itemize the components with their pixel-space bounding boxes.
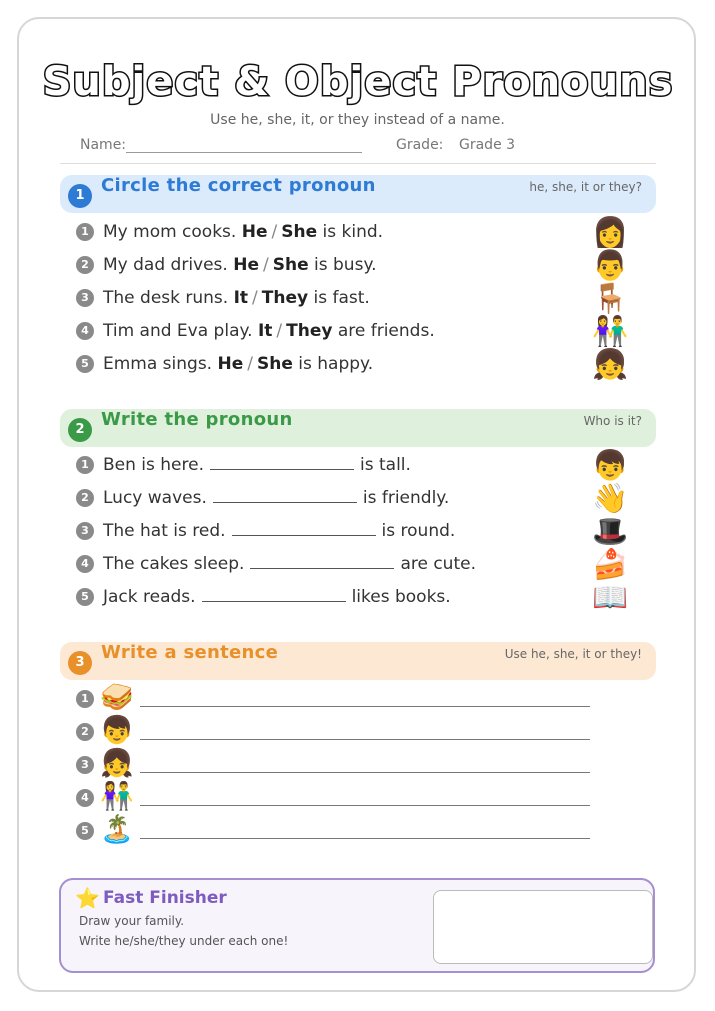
- fast-finisher-line-1: Draw your family.: [79, 914, 185, 928]
- list-item: [76, 251, 596, 279]
- writing-line[interactable]: [140, 739, 590, 740]
- item-number: 5: [76, 355, 94, 373]
- list-item: [76, 218, 596, 246]
- section-3-header: [60, 642, 656, 680]
- boy-icon: 👦: [100, 715, 134, 746]
- answer-blank[interactable]: [232, 517, 376, 536]
- name-label: Name:: [80, 137, 127, 153]
- slash-separator: /: [271, 222, 278, 242]
- fast-finisher-line-2: Write he/she/they under each one!: [79, 934, 289, 948]
- item-number: 2: [76, 723, 94, 741]
- cake-icon: 🍰: [592, 547, 629, 581]
- sentence-end: is busy.: [314, 255, 377, 275]
- pronoun-option-2[interactable]: They: [261, 288, 309, 308]
- item-number: 4: [76, 322, 94, 340]
- item-sentence: [103, 484, 449, 512]
- sentence-end: is tall.: [360, 455, 411, 475]
- item-number: 4: [76, 555, 94, 573]
- pronoun-option-1[interactable]: It: [233, 288, 249, 308]
- pronoun-option-1[interactable]: He: [241, 222, 268, 242]
- section-2-hint: Who is it?: [583, 414, 642, 428]
- writing-line[interactable]: [140, 772, 590, 773]
- item-sentence: [103, 451, 411, 479]
- name-field[interactable]: [126, 152, 362, 153]
- writing-line[interactable]: [140, 706, 590, 707]
- fast-finisher-box: [59, 878, 655, 973]
- boy-icon: 👦: [592, 448, 629, 482]
- sentence-start: Tim and Eva play.: [103, 321, 253, 341]
- list-item: [76, 284, 596, 312]
- item-number: 5: [76, 822, 94, 840]
- list-item: [76, 317, 596, 345]
- pronoun-option-1[interactable]: He: [233, 255, 259, 275]
- instructions: Use he, she, it, or they instead of a name.: [210, 112, 505, 128]
- sentence-start: Emma sings.: [103, 354, 213, 374]
- item-number: 3: [76, 756, 94, 774]
- sentence-end: is kind.: [322, 222, 384, 242]
- answer-blank[interactable]: [210, 451, 354, 470]
- sentence-start: Ben is here.: [103, 455, 204, 475]
- girl-icon: 👧: [592, 347, 629, 381]
- slash-separator: /: [247, 354, 253, 374]
- list-item: [76, 517, 576, 545]
- sentence-end: likes books.: [351, 587, 451, 607]
- grade-label: Grade:: [396, 137, 444, 153]
- item-number: 2: [76, 489, 94, 507]
- book-icon: 📖: [592, 580, 629, 614]
- page-title: [0, 45, 715, 115]
- sentence-start: The cakes sleep.: [103, 554, 245, 574]
- item-sentence: [103, 251, 376, 279]
- couple-icon: 👫: [100, 781, 134, 812]
- sentence-start: My dad drives.: [103, 255, 228, 275]
- sentence-end: are friends.: [337, 321, 435, 341]
- sentence-end: is happy.: [298, 354, 374, 374]
- pronoun-option-2[interactable]: She: [281, 222, 318, 242]
- pronoun-option-2[interactable]: She: [257, 354, 293, 374]
- section-1-title: Circle the correct pronoun: [101, 175, 376, 196]
- list-item: [76, 350, 596, 378]
- section-3-number: 3: [68, 651, 92, 675]
- section-3-title: Write a sentence: [101, 642, 279, 663]
- sentence-start: Lucy waves.: [103, 488, 207, 508]
- star-icon: ⭐: [75, 886, 100, 910]
- section-1-hint: he, she, it or they?: [529, 180, 642, 194]
- section-2-title: Write the pronoun: [101, 409, 293, 430]
- answer-blank[interactable]: [213, 484, 357, 503]
- list-item: [76, 550, 576, 578]
- item-sentence: [103, 550, 476, 578]
- woman-icon: 👩: [592, 215, 629, 249]
- page-title-text: Subject & Object Pronouns: [42, 59, 673, 105]
- sentence-start: My mom cooks.: [103, 222, 237, 242]
- sentence-end: is round.: [381, 521, 456, 541]
- list-item: [76, 484, 576, 512]
- writing-line[interactable]: [140, 838, 590, 839]
- pronoun-option-1[interactable]: He: [217, 354, 244, 374]
- island-icon: 🏝️: [100, 814, 134, 845]
- item-number: 1: [76, 456, 94, 474]
- top-hat-icon: 🎩: [592, 514, 629, 548]
- item-number: 3: [76, 289, 94, 307]
- sentence-start: The hat is red.: [103, 521, 226, 541]
- sentence-end: is friendly.: [362, 488, 450, 508]
- pronoun-option-2[interactable]: She: [272, 255, 309, 275]
- couple-icon: 👫: [592, 314, 629, 348]
- writing-line[interactable]: [140, 805, 590, 806]
- sentence-start: Jack reads.: [103, 587, 196, 607]
- item-sentence: [103, 350, 373, 378]
- item-number: 4: [76, 789, 94, 807]
- item-sentence: [103, 218, 383, 246]
- fast-finisher-title: Fast Finisher: [103, 888, 227, 908]
- item-sentence: [103, 583, 451, 611]
- item-number: 1: [76, 690, 94, 708]
- list-item: [76, 451, 576, 479]
- item-number: 3: [76, 522, 94, 540]
- section-3-hint: Use he, she, it or they!: [504, 647, 642, 661]
- item-number: 1: [76, 223, 94, 241]
- grade-value: Grade 3: [459, 137, 516, 153]
- answer-blank[interactable]: [250, 550, 394, 569]
- section-2-header: [60, 409, 656, 447]
- section-1-header: [60, 175, 656, 213]
- answer-blank[interactable]: [202, 583, 346, 602]
- slash-separator: /: [263, 255, 269, 275]
- girl-icon: 👧: [100, 748, 134, 779]
- slash-separator: /: [252, 288, 258, 308]
- chair-icon: 🪑: [592, 281, 629, 315]
- pronoun-option-1[interactable]: It: [257, 321, 273, 341]
- item-number: 2: [76, 256, 94, 274]
- man-icon: 👨: [592, 248, 629, 282]
- list-item: [76, 583, 576, 611]
- sentence-start: The desk runs.: [103, 288, 229, 308]
- item-sentence: [103, 284, 370, 312]
- pronoun-option-2[interactable]: They: [286, 321, 333, 341]
- sandwich-icon: 🥪: [100, 682, 134, 713]
- section-2-number: 2: [68, 418, 92, 442]
- waving-hand-icon: 👋: [592, 481, 629, 515]
- item-sentence: [103, 317, 435, 345]
- item-number: 5: [76, 588, 94, 606]
- sentence-end: is fast.: [313, 288, 370, 308]
- sentence-end: are cute.: [400, 554, 476, 574]
- section-1-number: 1: [68, 184, 92, 208]
- slash-separator: /: [276, 321, 283, 341]
- item-sentence: [103, 517, 455, 545]
- drawing-box[interactable]: [433, 890, 653, 964]
- divider: [60, 163, 656, 164]
